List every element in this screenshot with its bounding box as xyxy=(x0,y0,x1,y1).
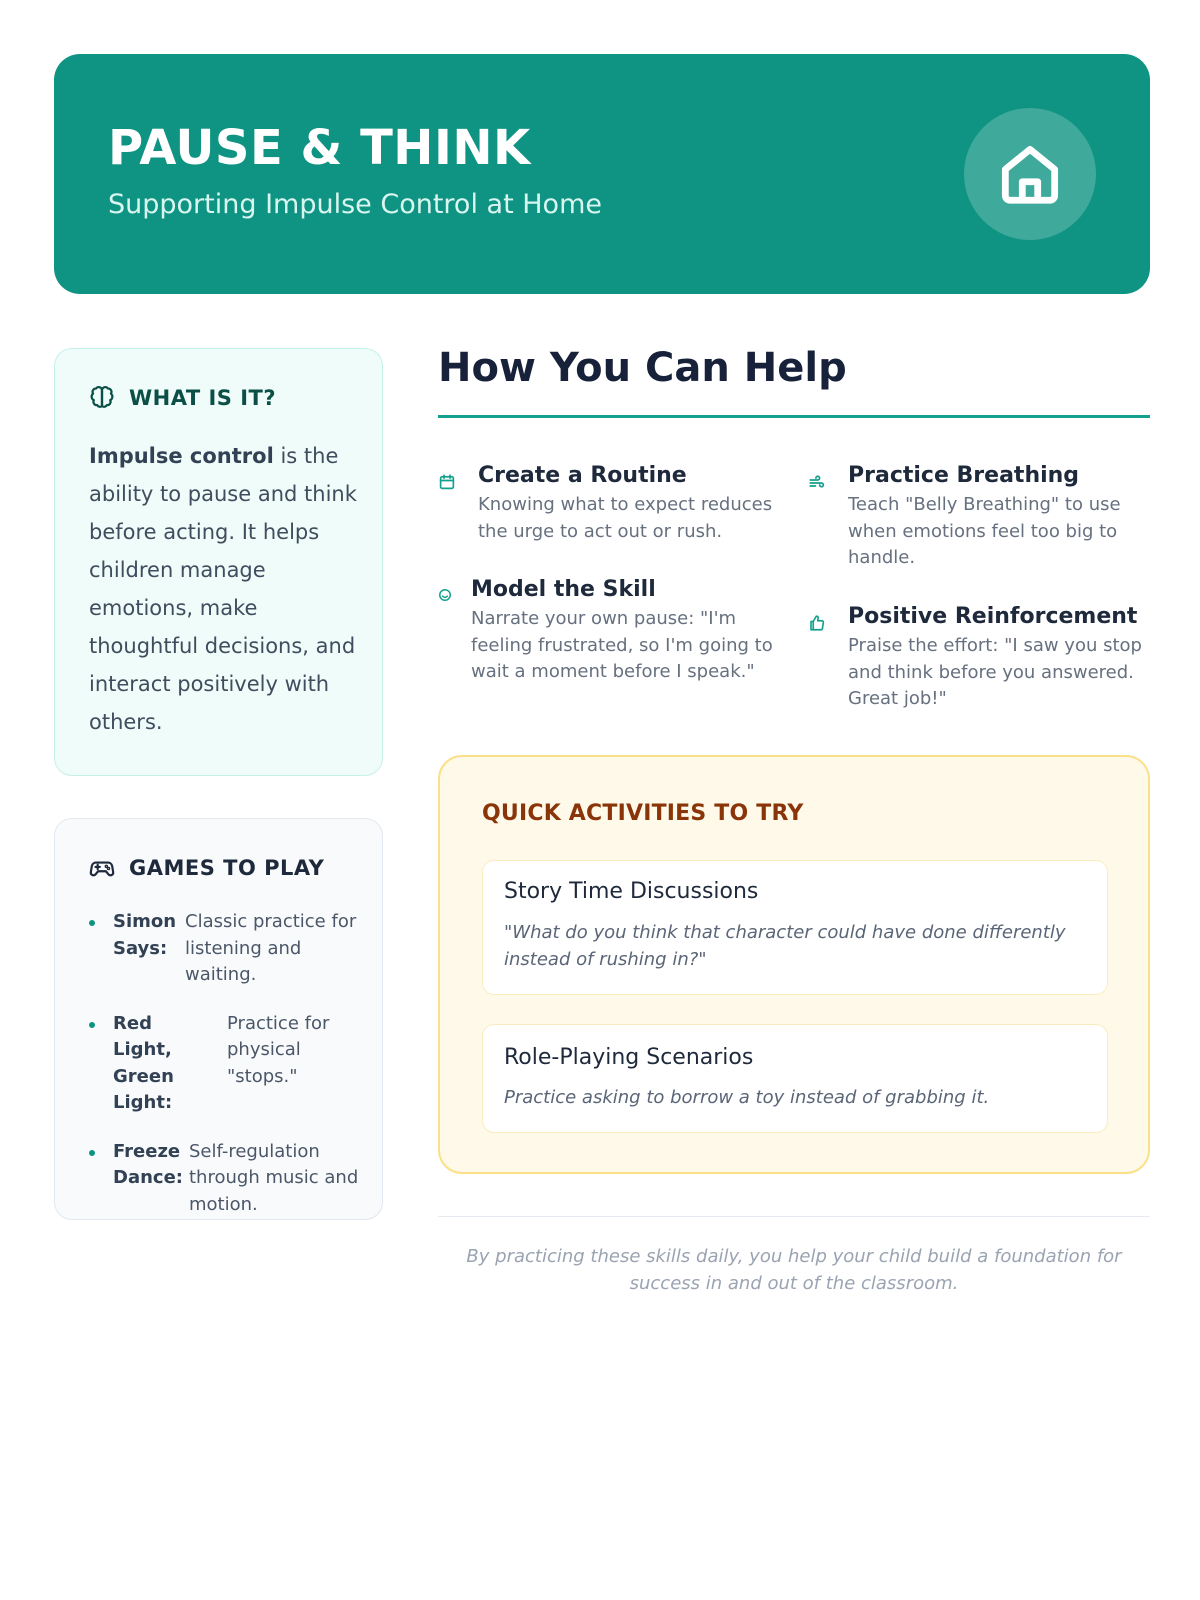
bullet xyxy=(89,920,95,926)
what-is-it-heading xyxy=(89,385,276,411)
game-name: Freeze Dance: xyxy=(113,1140,183,1188)
what-is-it-card xyxy=(54,348,383,776)
bullet xyxy=(89,1150,95,1156)
activity-description: Practice asking to borrow a toy instead of grabbing it. xyxy=(504,1087,990,1108)
tip-model-skill xyxy=(438,574,783,686)
activities-title: QUICK ACTIVITIES TO TRY xyxy=(482,801,804,826)
game-description: Classic practice for listening and waiting. xyxy=(185,911,357,985)
tip-practice-breathing xyxy=(808,460,1150,572)
footer-note: By practicing these skills daily, you help your child build a foundation for success in and out of the classroom. xyxy=(466,1246,1122,1294)
game-name: Simon Says: xyxy=(113,911,177,959)
games-title: GAMES TO PLAY xyxy=(129,856,325,880)
tip-description: Narrate your own pause: "I'm feeling frustrated, so I'm going to wait a moment before I speak." xyxy=(471,608,773,682)
page-subtitle: Supporting Impulse Control at Home xyxy=(108,189,602,220)
gamepad-icon xyxy=(89,855,115,881)
what-is-it-definition: is the ability to pause and think before acting. It helps children manage emotions, make thoughtful decisions, and interact positively with others. xyxy=(89,444,357,734)
footer-divider xyxy=(438,1216,1150,1217)
games-heading xyxy=(89,855,324,881)
game-description: Self-regulation through music and motion. xyxy=(189,1140,359,1215)
help-divider xyxy=(438,415,1150,418)
games-card xyxy=(54,818,383,1220)
activity-card xyxy=(482,860,1108,995)
wind-icon xyxy=(808,474,826,492)
header-banner xyxy=(54,54,1150,294)
tip-title: Model the Skill xyxy=(471,577,656,602)
list-item xyxy=(89,1011,359,1117)
what-is-it-title: WHAT IS IT? xyxy=(129,386,277,410)
game-name: Red Light, Green Light: xyxy=(113,1012,174,1113)
tip-title: Practice Breathing xyxy=(848,463,1080,488)
tip-create-routine xyxy=(438,460,783,545)
help-section-title: How You Can Help xyxy=(438,345,847,391)
page-title: PAUSE & THINK xyxy=(108,120,531,176)
home-badge xyxy=(964,108,1096,240)
activity-card xyxy=(482,1024,1108,1133)
list-item xyxy=(89,1139,359,1219)
home-icon xyxy=(993,137,1067,211)
tip-positive-reinforcement xyxy=(808,601,1150,713)
tip-description: Teach "Belly Breathing" to use when emotions feel too big to handle. xyxy=(848,494,1121,568)
games-list xyxy=(89,909,359,1240)
bullet xyxy=(89,1022,95,1028)
smile-icon xyxy=(438,588,452,602)
what-is-it-text xyxy=(89,437,359,741)
tip-description: Praise the effort: "I saw you stop and think before you answered. Great job!" xyxy=(848,635,1142,709)
calendar-icon xyxy=(438,473,456,491)
thumbs-up-icon xyxy=(808,614,826,632)
tip-title: Create a Routine xyxy=(478,463,687,488)
activity-title: Role-Playing Scenarios xyxy=(504,1045,754,1070)
activity-title: Story Time Discussions xyxy=(504,879,759,904)
tip-title: Positive Reinforcement xyxy=(848,604,1138,629)
tip-description: Knowing what to expect reduces the urge to act out or rush. xyxy=(478,494,773,542)
list-item xyxy=(89,909,359,989)
impulse-control-term: Impulse control xyxy=(89,444,274,468)
activity-description: "What do you think that character could have done differently instead of rushing in?" xyxy=(504,922,1066,970)
brain-icon xyxy=(89,385,115,411)
game-description: Practice for physical "stops." xyxy=(227,1012,330,1087)
quick-activities-panel xyxy=(438,755,1150,1174)
